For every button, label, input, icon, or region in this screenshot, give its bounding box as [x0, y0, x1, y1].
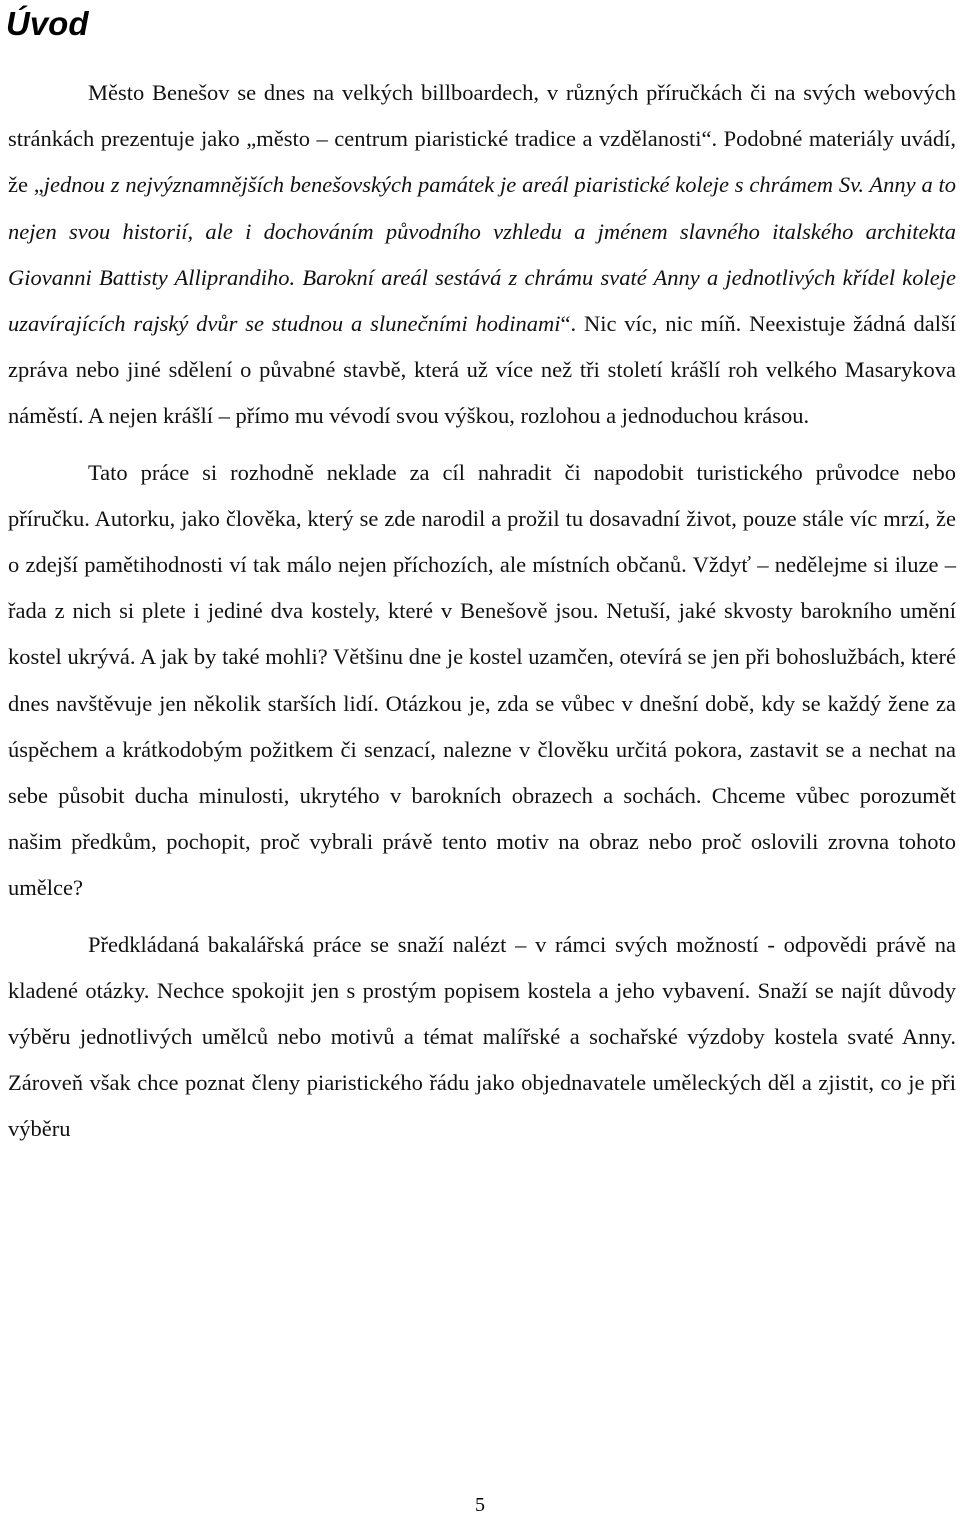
- italic-quote: jednou z nejvýznamnějších benešovských památek je areál piaristické koleje s chrámem Sv. Anny a to nejen svou historií, ale i dochováním původního vzhledu a jménem slavného italského architekta Giovanni Battisty Alliprandiho. Barokní areál sestává z chrámu svaté Anny a jednotlivých křídel koleje uzavírajících rajský dvůr se studnou a slunečními hodinami: [8, 172, 956, 337]
- text-run: Město Benešov se dnes na velkých billboardech, v různých příručkách či na svých webových stránkách prezentuje jako „město – centrum piaristické tradice a vzdělanosti“. Podobné materiály uvádí, že „: [8, 80, 956, 198]
- text-run: “. Nic víc, nic míň. Neexistuje žádná další zpráva nebo jiné sdělení o půvabné stavbě, která už více než tři století krášlí roh velkého Masarykova náměstí. A nejen krášlí – přímo mu vévodí svou výškou, rozlohou a jednoduchou krásou.: [8, 311, 956, 429]
- paragraph-2: [8, 450, 956, 912]
- paragraph-1: [8, 70, 956, 440]
- paragraph-3: [8, 922, 956, 1153]
- text-run: Tato práce si rozhodně neklade za cíl nahradit či napodobit turistického průvodce nebo příručku. Autorku, jako člověka, který se zde narodil a prožil tu dosavadní život, pouze stále víc mrzí, že o zdejší pamětihodnosti ví tak málo nejen příchozích, ale místních občanů. Vždyť – nedělejme si iluze – řada z nich si plete i jediné dva kostely, které v Benešově jsou. Netuší, jaké skvosty barokního umění kostel ukrývá. A jak by také mohli? Většinu dne je kostel uzamčen, otevírá se jen při bohoslužbách, které dnes navštěvuje jen několik starších lidí. Otázkou je, zda se vůbec v dnešní době, kdy se každý žene za úspěchem a krátkodobým požitkem či senzací, nalezne v člověku určitá pokora, zastavit se a nechat na sebe působit ducha minulosti, ukrytého v barokních obrazech a sochách. Chceme vůbec porozumět našim předkům, pochopit, proč vybrali právě tento motiv na obraz nebo proč oslovili zrovna tohoto umělce?: [8, 459, 956, 901]
- text-run: Předkládaná bakalářská práce se snaží nalézt – v rámci svých možností - odpovědi právě na kladené otázky. Nechce spokojit jen s prostým popisem kostela a jeho vybavení. Snaží se najít důvody výběru jednotlivých umělců nebo motivů a témat malířské a sochařské výzdoby kostela svaté Anny. Zároveň však chce poznat členy piaristického řádu jako objednavatele uměleckých děl a zjistit, co je při výběru: [8, 931, 956, 1142]
- body-text: [8, 70, 956, 1153]
- page-number: 5: [475, 1494, 485, 1516]
- section-heading: Úvod: [6, 5, 89, 42]
